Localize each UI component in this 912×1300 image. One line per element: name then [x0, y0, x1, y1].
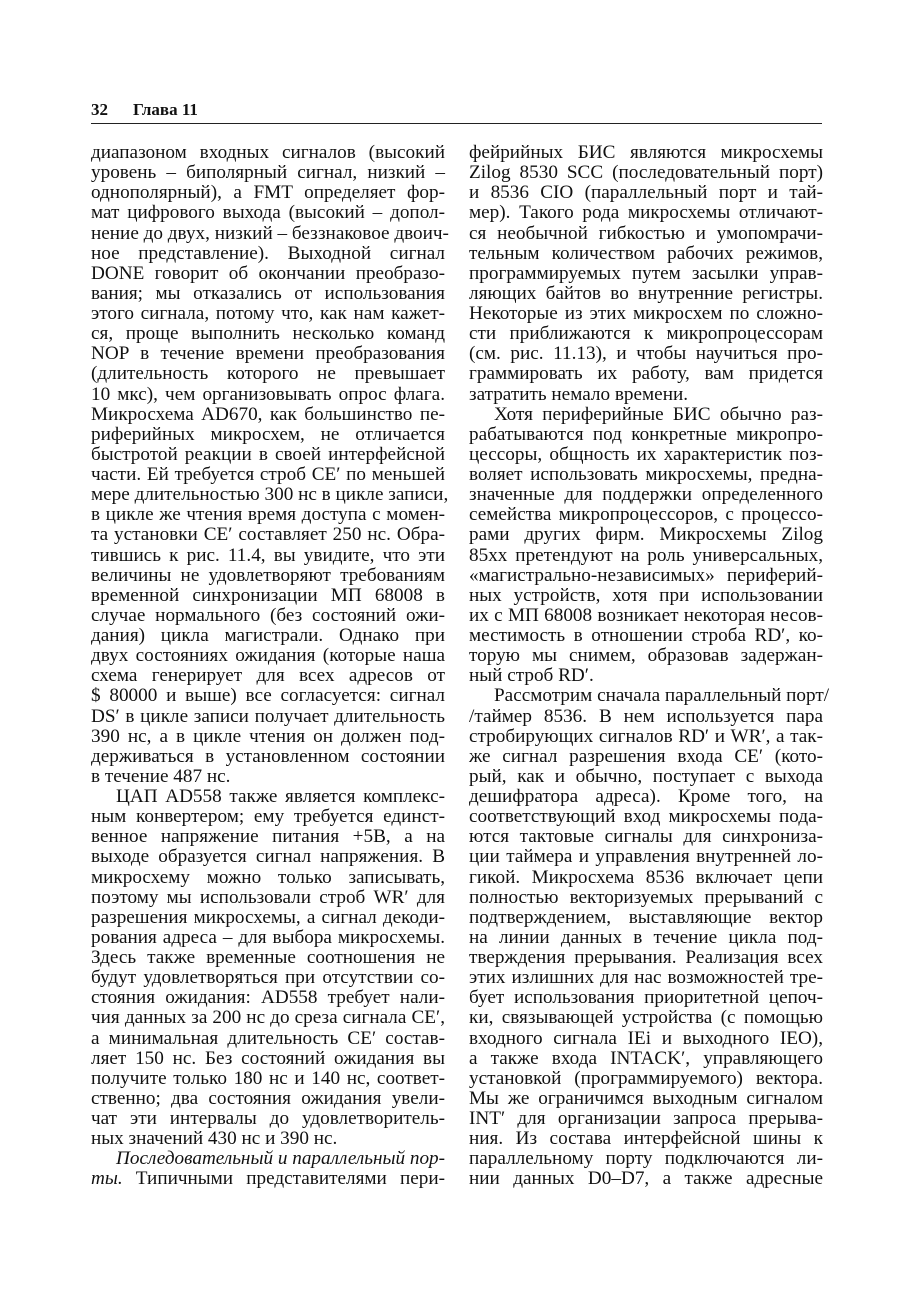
- text-line: 10 мкс), чем организовывать опрос флага.: [91, 383, 445, 405]
- text-line: та установки CE′ составляет 250 нс. Обра-: [91, 524, 445, 546]
- text-line: ных значений 430 нс и 390 нс.: [91, 1128, 338, 1150]
- paragraph: [91, 142, 449, 787]
- text-line: нии данных D0–D7, а также адресные: [469, 1168, 823, 1190]
- text-line: установкой (программируемого) вектора.: [469, 1067, 823, 1089]
- text-line: а минимальная длительность CE′ состав-: [91, 1027, 445, 1049]
- text-line: рый, как и обычно, поступает с выхода: [469, 765, 823, 787]
- text-line: подтверждением, выставляющие вектор: [469, 906, 823, 928]
- text-line: DS′ в цикле записи получает длительность: [91, 705, 445, 727]
- paragraph: [91, 1149, 445, 1189]
- text-column-left: [91, 142, 449, 1190]
- text-line: параллельному порту подключаются ли-: [469, 1148, 823, 1170]
- text-line: же сигнал разрешения входа CE′ (кото-: [469, 745, 823, 767]
- text-line: этого сигнала, потому что, как нам кажет-: [91, 303, 445, 324]
- text-line: Здесь также временные соотношения не: [91, 947, 445, 968]
- text-line: затратить немало времени.: [469, 383, 689, 405]
- text-line: временной синхронизации МП 68008 в: [91, 584, 445, 606]
- text-line: ки, связывающей устройства (с помощью: [469, 1007, 823, 1029]
- text-line: дешифратора адреса). Кроме того, на: [469, 786, 823, 807]
- text-line: поэтому мы использовали строб WR′ для: [91, 886, 445, 908]
- text-line: гикой. Микросхема 8536 включает цепи: [469, 866, 823, 888]
- text-line: $ 80000 и выше) все согласуется: сигнал: [91, 685, 445, 707]
- text-line: выходе образуется сигнал напряжения. В: [91, 846, 445, 868]
- text-line: вания; мы отказались от использования: [91, 282, 445, 304]
- text-line: а также входа INTACK′, управляющего: [469, 1047, 823, 1069]
- header-rule: [91, 123, 822, 124]
- text-line: диапазоном входных сигналов (высокий: [91, 142, 445, 163]
- text-line: ным конвертером; ему требуется единст-: [91, 806, 445, 828]
- text-line: Микросхема AD670, как большинство пе-: [91, 403, 445, 425]
- text-line: Хотя периферийные БИС обычно раз-: [494, 403, 823, 425]
- text-line: ЦАП AD558 также является комплекс-: [116, 786, 445, 807]
- text-line: дания) цикла магистрали. Однако при: [91, 625, 445, 646]
- text-line: INT′ для организации запроса прерыва-: [469, 1108, 823, 1129]
- text-line: граммировать их работу, вам придется: [469, 363, 823, 385]
- text-line: этих излишних для нас возможностей тре-: [469, 967, 823, 989]
- text-line: мере длительностью 300 нс в цикле записи,: [91, 484, 449, 506]
- text-line: ляет 150 нс. Без состояний ожидания вы: [91, 1047, 445, 1069]
- text-line: стояния ожидания: AD558 требует нали-: [91, 987, 445, 1009]
- text-line: в цикле же чтения время доступа с момен-: [91, 504, 445, 526]
- text-line: ся, проще выполнить несколько команд: [91, 323, 445, 345]
- text-line: ния. Из состава интерфейсной шины к: [469, 1128, 823, 1150]
- text-line: ляющих байтов во внутренние регистры.: [469, 282, 823, 304]
- text-line: (длительность которого не превышает: [91, 363, 445, 385]
- text-line: однополярный), а FMT определяет фор-: [91, 182, 445, 204]
- text-line: их с МП 68008 возникает некоторая несов-: [469, 604, 823, 626]
- text-line: нение до двух, низкий – беззнаковое двоич-: [91, 222, 449, 244]
- italic-run-in-heading: Последовательный и параллельный пор-: [116, 1148, 446, 1170]
- text-line: /таймер 8536. В нем используется пара: [469, 705, 823, 727]
- text-line: ции таймера и управления внутренней ло-: [469, 846, 823, 868]
- text-line: местимость в отношении строба RD′, ко-: [469, 625, 823, 646]
- text-line: [91, 1169, 445, 1189]
- text-line: входного сигнала IEi и выходного IEO),: [469, 1027, 823, 1049]
- text-line: ственно; два состояния ожидания увели-: [91, 1087, 445, 1109]
- text-line: (см. рис. 11.13), и чтобы научиться про-: [469, 343, 823, 365]
- text-line: DONE говорит об окончании преобразо-: [91, 262, 445, 284]
- text-column-right: [469, 142, 830, 1190]
- text-line: тверждения прерывания. Реализация всех: [469, 947, 823, 968]
- text-line: 85xx претендуют на роль универсальных,: [469, 544, 823, 566]
- text-line: двух состояниях ожидания (которые наша: [91, 645, 445, 667]
- text-line: случае нормального (без состояний ожи-: [91, 604, 445, 626]
- text-line: ный строб RD′.: [469, 665, 594, 687]
- text-line: значенные для поддержки определенного: [469, 484, 823, 506]
- text-line: ся необычной гибкостью и умопомрачи-: [469, 222, 823, 244]
- text-run: Типичными представителями пери-: [122, 1168, 445, 1190]
- text-line: уровень – биполярный сигнал, низкий –: [91, 162, 445, 184]
- text-line: мер). Такого рода микросхемы отличают-: [469, 202, 823, 224]
- text-line: чия данных за 200 нс до среза сигнала CE′,: [91, 1007, 445, 1029]
- text-line: 390 нс, а в цикле чтения он должен под-: [91, 725, 445, 747]
- text-line: получите только 180 нс и 140 нс, соответ-: [91, 1067, 445, 1089]
- text-line: в течение 487 нс.: [91, 765, 231, 787]
- text-line: семейства микропроцессоров, с процессо-: [469, 504, 823, 526]
- text-line: на линии данных в течение цикла под-: [469, 926, 823, 948]
- chapter-title: Глава 11: [133, 100, 198, 119]
- text-line: тельным количеством рабочих режимов,: [469, 242, 823, 264]
- text-line: разрешения микросхемы, а сигнал декоди-: [91, 906, 445, 928]
- text-line: воляет использовать микросхемы, предна-: [469, 464, 823, 485]
- text-line: части. Ей требуется строб CE′ по меньшей: [91, 464, 445, 485]
- text-line: держиваться в установленном состоянии: [91, 745, 445, 767]
- text-line: торую мы снимем, образовав задержан-: [469, 645, 823, 667]
- text-line: Мы же ограничимся выходным сигналом: [469, 1087, 823, 1109]
- paragraph: [91, 787, 445, 1149]
- text-line: схема генерирует для всех адресов от: [91, 665, 445, 687]
- text-line: Некоторые из этих микросхем по сложно-: [469, 303, 823, 324]
- text-line: будут удовлетворяться при отсутствии со-: [91, 967, 445, 989]
- text-line: и 8536 CIO (параллельный порт и тай-: [469, 182, 823, 204]
- text-line: ное представление). Выходной сигнал: [91, 242, 445, 264]
- paragraph: [469, 405, 823, 687]
- text-line: Zilog 8530 SCC (последовательный порт): [469, 162, 823, 184]
- text-line: стробирующих сигналов RD′ и WR′, а так-: [469, 725, 823, 747]
- text-line: тившись к рис. 11.4, вы увидите, что эти: [91, 544, 445, 566]
- text-line: NOP в течение времени преобразования: [91, 343, 445, 365]
- text-line: фейрийных БИС являются микросхемы: [469, 142, 823, 163]
- text-line: соответствующий вход микросхемы пода-: [469, 806, 823, 828]
- text-line: цессоры, общность их характеристик поз-: [469, 443, 823, 465]
- text-line: «магистрально-независимых» периферий-: [469, 564, 823, 586]
- text-line: рами других фирм. Микросхемы Zilog: [469, 524, 823, 546]
- paragraph: [469, 143, 823, 405]
- text-line: величины не удовлетворяют требованиям: [91, 564, 445, 586]
- text-line: венное напряжение питания +5В, а на: [91, 826, 445, 848]
- text-line: Рассмотрим сначала параллельный порт/: [494, 685, 830, 707]
- text-line: мат цифрового выхода (высокий – допол-: [91, 202, 445, 224]
- text-line: микросхему можно только записывать,: [91, 866, 445, 888]
- text-line: [91, 1149, 445, 1169]
- text-line: полностью векторизуемых прерываний с: [469, 886, 823, 908]
- italic-run-in-heading: ты.: [91, 1168, 123, 1190]
- text-line: быстротой реакции в своей интерфейсной: [91, 443, 445, 465]
- page-number: 32: [91, 100, 108, 119]
- text-line: ются тактовые сигналы для синхрониза-: [469, 826, 823, 848]
- text-line: сти приближаются к микропроцессорам: [469, 323, 823, 345]
- text-line: бует использования приоритетной цепоч-: [469, 987, 823, 1009]
- text-line: рабатываются под конкретные микропро-: [469, 423, 823, 445]
- text-line: чат эти интервалы до удовлетворитель-: [91, 1108, 445, 1129]
- text-line: программируемых путем засылки управ-: [469, 262, 823, 284]
- running-header: [91, 100, 822, 122]
- text-line: рования адреса – для выбора микросхемы.: [91, 926, 445, 948]
- paragraph: [469, 685, 830, 1190]
- text-line: риферийных микросхем, не отличается: [91, 423, 445, 445]
- text-line: ных устройств, хотя при использовании: [469, 584, 823, 606]
